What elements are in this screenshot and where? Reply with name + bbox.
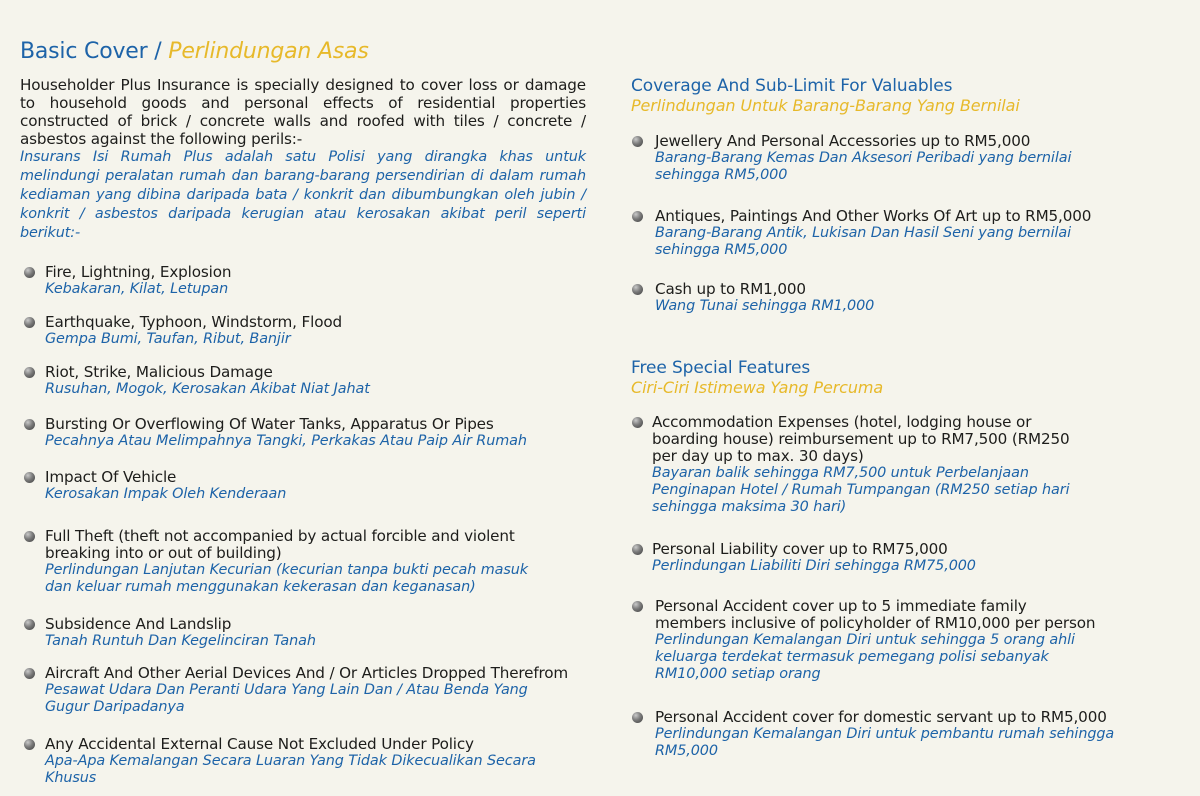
basic-cover-column: [20, 38, 586, 787]
peril-english: Earthquake, Typhoon, Windstorm, Flood: [45, 313, 342, 331]
page-title: [20, 38, 586, 66]
valuable-malay: Wang Tunai sehingga RM1,000: [655, 298, 875, 314]
valuable-item: [631, 208, 1151, 259]
right-column: [631, 77, 1151, 760]
valuable-malay: Barang-Barang Kemas Dan Aksesori Peribadi yang bernilai sehingga RM5,000: [655, 150, 1072, 183]
peril-english: Impact Of Vehicle: [45, 468, 177, 486]
bullet-icon: [632, 284, 643, 295]
peril-english: Riot, Strike, Malicious Damage: [45, 363, 273, 381]
valuables-list: [631, 133, 1151, 315]
peril-item: [20, 416, 586, 450]
peril-item: [20, 736, 586, 787]
features-title-english: Free Special Features: [631, 358, 811, 378]
bullet-icon: [632, 417, 643, 428]
peril-malay: Gempa Bumi, Taufan, Ribut, Banjir: [45, 331, 291, 347]
peril-item: [20, 364, 586, 398]
bullet-icon: [24, 531, 35, 542]
page-title-malay: Perlindungan Asas: [168, 39, 369, 64]
peril-item: [20, 528, 586, 596]
feature-malay: Bayaran balik sehingga RM7,500 untuk Perbelanjaan Penginapan Hotel / Rumah Tumpangan (RM250 setiap hari sehingga maksima 30 hari): [652, 465, 1070, 515]
valuable-english: Antiques, Paintings And Other Works Of Art up to RM5,000: [655, 207, 1092, 225]
peril-malay: Rusuhan, Mogok, Kerosakan Akibat Niat Jahat: [45, 381, 370, 397]
feature-item: [631, 541, 1151, 575]
features-list: [631, 414, 1151, 760]
bullet-icon: [24, 367, 35, 378]
peril-malay: Pecahnya Atau Melimpahnya Tangki, Perkakas Atau Paip Air Rumah: [45, 433, 527, 449]
valuables-section: [631, 77, 1151, 315]
peril-malay: Kebakaran, Kilat, Letupan: [45, 281, 229, 297]
bullet-icon: [632, 211, 643, 222]
bullet-icon: [24, 419, 35, 430]
feature-malay: Perlindungan Kemalangan Diri untuk pembantu rumah sehingga RM5,000: [655, 726, 1115, 759]
peril-malay: Apa-Apa Kemalangan Secara Luaran Yang Tidak Dikecualikan Secara Khusus: [45, 753, 536, 786]
peril-malay: Perlindungan Lanjutan Kecurian (kecurian tanpa bukti pecah masuk dan keluar rumah menggunakan kekerasan dan keganasan): [45, 562, 529, 595]
bullet-icon: [24, 317, 35, 328]
peril-item: [20, 616, 586, 650]
feature-item: [631, 598, 1151, 683]
bullet-icon: [24, 619, 35, 630]
valuable-item: [631, 281, 1151, 315]
perils-list: [20, 264, 586, 787]
bullet-icon: [24, 739, 35, 750]
feature-malay: Perlindungan Liabiliti Diri sehingga RM75,000: [652, 558, 976, 574]
features-section: [631, 359, 1151, 760]
peril-english: Full Theft (theft not accompanied by actual forcible and violent breaking into or out of building): [45, 527, 515, 562]
peril-malay: Kerosakan Impak Oleh Kenderaan: [45, 486, 287, 502]
peril-english: Aircraft And Other Aerial Devices And / Or Articles Dropped Therefrom: [45, 664, 569, 682]
feature-english: Personal Accident cover for domestic servant up to RM5,000: [655, 708, 1107, 726]
valuables-title-english: Coverage And Sub-Limit For Valuables: [631, 76, 953, 96]
feature-english: Accommodation Expenses (hotel, lodging house or boarding house) reimbursement up to RM7,500 (RM250 per day up to max. 30 days): [652, 413, 1070, 465]
peril-malay: Tanah Runtuh Dan Kegelinciran Tanah: [45, 633, 316, 649]
bullet-icon: [632, 712, 643, 723]
features-title-malay: Ciri-Ciri Istimewa Yang Percuma: [631, 378, 884, 397]
peril-malay: Pesawat Udara Dan Peranti Udara Yang Lain Dan / Atau Benda Yang Gugur Daripadanya: [45, 682, 528, 715]
bullet-icon: [24, 267, 35, 278]
feature-english: Personal Liability cover up to RM75,000: [652, 540, 948, 558]
valuable-item: [631, 133, 1151, 184]
feature-malay: Perlindungan Kemalangan Diri untuk sehingga 5 orang ahli keluarga terdekat termasuk pemegang polisi sebanyak RM10,000 setiap orang: [655, 632, 1075, 682]
valuable-english: Jewellery And Personal Accessories up to RM5,000: [655, 132, 1031, 150]
peril-item: [20, 314, 586, 348]
valuable-malay: Barang-Barang Antik, Lukisan Dan Hasil Seni yang bernilai sehingga RM5,000: [655, 225, 1071, 258]
peril-english: Subsidence And Landslip: [45, 615, 232, 633]
bullet-icon: [24, 472, 35, 483]
intro-english: Householder Plus Insurance is specially designed to cover loss or damage to household goods and personal effects of residential properties constructed of brick / concrete walls and roofed with tiles / concrete / asbestos against the following perils:-: [20, 76, 586, 148]
feature-english: Personal Accident cover up to 5 immediate family members inclusive of policyholder of RM10,000 per person: [655, 597, 1096, 632]
intro-malay: Insurans Isi Rumah Plus adalah satu Polisi yang dirangka khas untuk melindungi peralatan rumah dan barang-barang persendirian di dalam rumah kediaman yang dibina daripada bata / konkrit dan dibumbungkan oleh jubin / konkrit / asbestos daripada kerugian atau kerosakan akibat peril seperti berikut:-: [20, 149, 586, 241]
peril-item: [20, 469, 586, 503]
feature-item: [631, 414, 1151, 516]
bullet-icon: [632, 136, 643, 147]
peril-english: Fire, Lightning, Explosion: [45, 263, 232, 281]
feature-item: [631, 709, 1151, 760]
bullet-icon: [632, 601, 643, 612]
valuable-english: Cash up to RM1,000: [655, 280, 806, 298]
peril-item: [20, 264, 586, 298]
peril-item: [20, 665, 586, 716]
bullet-icon: [632, 544, 643, 555]
valuables-title-malay: Perlindungan Untuk Barang-Barang Yang Bernilai: [631, 96, 1020, 115]
page-title-english: Basic Cover: [20, 39, 148, 64]
bullet-icon: [24, 668, 35, 679]
page-title-separator: /: [147, 39, 169, 64]
peril-english: Bursting Or Overflowing Of Water Tanks, Apparatus Or Pipes: [45, 415, 494, 433]
peril-english: Any Accidental External Cause Not Excluded Under Policy: [45, 735, 474, 753]
